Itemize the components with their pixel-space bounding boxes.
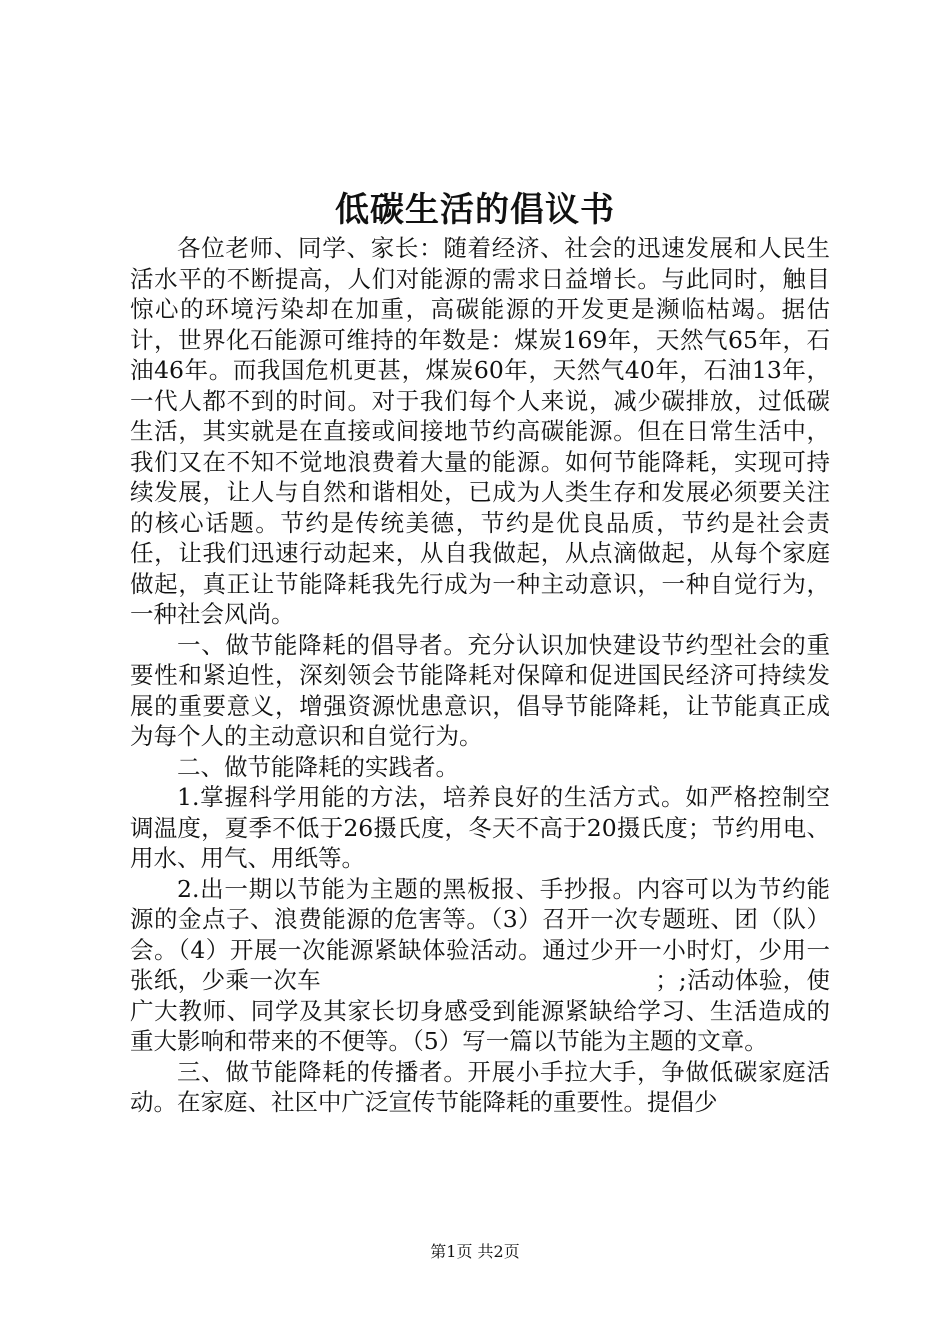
page-number-footer: 第1页 共2页 xyxy=(430,1242,520,1261)
paragraph-item-1: 1.掌握科学用能的方法，培养良好的生活方式。如严格控制空调温度，夏季不低于26摄氏度，冬天不高于20摄氏度；节约用电、用水、用气、用纸等。 xyxy=(130,783,830,872)
paragraph-section-1: 一、做节能降耗的倡导者。充分认识加快建设节约型社会的重要性和紧迫性，深刻领会节能降耗对保障和促进国民经济可持续发展的重要意义，增强资源忧患意识，倡导节能降耗，让节能真正成为每个人的主动意识和自觉行为。 xyxy=(130,630,830,750)
document-body xyxy=(130,233,830,1118)
paragraph-item-2: 2.出一期以节能为主题的黑板报、手抄报。内容可以为节约能源的金点子、浪费能源的危害等。（3）召开一次专题班、团（队）会。（4）开展一次能源紧缺体验活动。通过少开一小时灯，少用一张纸，少乘一次车 ；;活动体验，使广大教师、同学及其家长切身感受到能源紧缺给学习、生活造成的重大影响和带来的不便等。（5）写一篇以节能为主题的文章。 xyxy=(130,874,830,1055)
paragraph-section-3: 三、做节能降耗的传播者。开展小手拉大手，争做低碳家庭活动。在家庭、社区中广泛宣传节能降耗的重要性。提倡少 xyxy=(130,1057,830,1116)
paragraph-intro: 各位老师、同学、家长：随着经济、社会的迅速发展和人民生活水平的不断提高，人们对能源的需求日益增长。与此同时，触目惊心的环境污染却在加重，高碳能源的开发更是濒临枯竭。据估计，世界化石能源可维持的年数是：煤炭169年，天然气65年，石油46年。而我国危机更甚，煤炭60年，天然气40年，石油13年，一代人都不到的时间。对于我们每个人来说，减少碳排放，过低碳生活，其实就是在直接或间接地节约高碳能源。但在日常生活中，我们又在不知不觉地浪费着大量的能源。如何节能降耗，实现可持续发展，让人与自然和谐相处，已成为人类生存和发展必须要关注的核心话题。节约是传统美德，节约是优良品质，节约是社会责任，让我们迅速行动起来，从自我做起，从点滴做起，从每个家庭做起，真正让节能降耗我先行成为一种主动意识，一种自觉行为，一种社会风尚。 xyxy=(130,234,830,628)
paragraph-section-2-heading: 二、做节能降耗的实践者。 xyxy=(177,752,459,781)
document-title: 低碳生活的倡议书 xyxy=(335,190,615,230)
